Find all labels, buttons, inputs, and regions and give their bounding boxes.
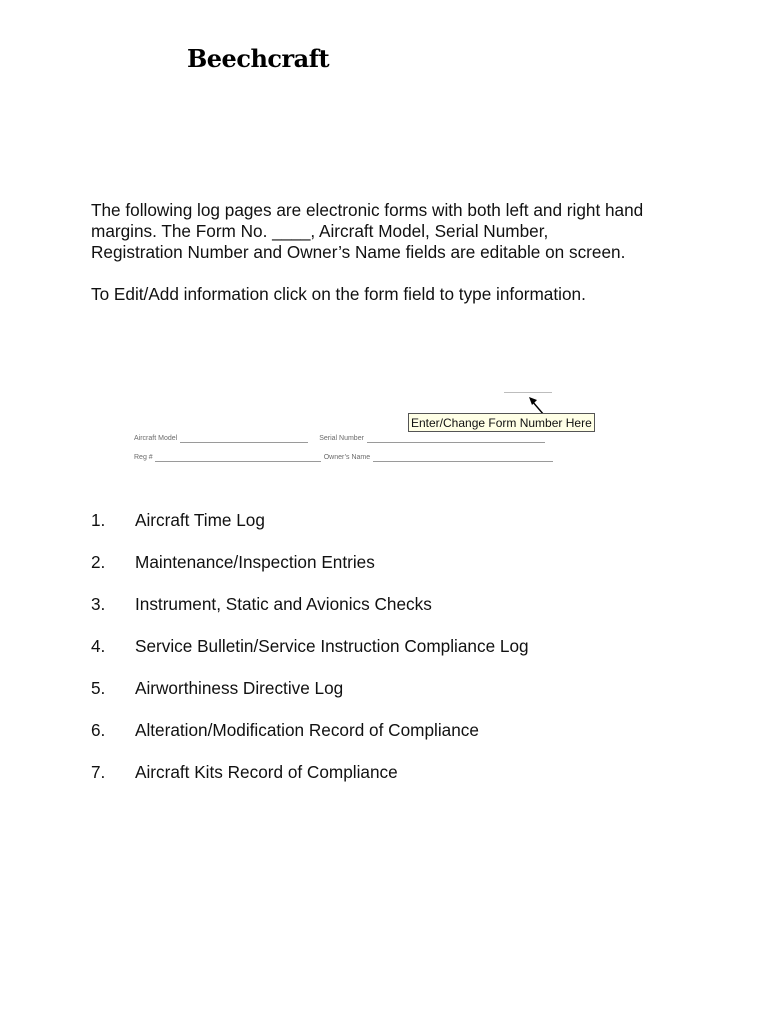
beechcraft-logo: Beechcraft	[187, 44, 330, 73]
form-row-model-serial	[134, 434, 545, 443]
list-item-number: 7.	[91, 762, 106, 782]
form-field-sample	[134, 390, 604, 470]
list-item-number: 2.	[91, 552, 106, 572]
list-item-label: Airworthiness Directive Log	[135, 678, 344, 698]
list-item-number: 5.	[91, 678, 106, 698]
list-item-number: 3.	[91, 594, 106, 614]
list-item	[91, 762, 529, 804]
form-number-field-line	[504, 392, 552, 393]
intro-line: margins. The Form No. ____, Aircraft Model, Serial Number,	[91, 221, 549, 241]
list-item	[91, 720, 529, 762]
list-item-number: 6.	[91, 720, 106, 740]
owners-name-label: Owner’s Name	[323, 454, 371, 461]
owners-name-field[interactable]	[373, 454, 553, 462]
list-item-label: Maintenance/Inspection Entries	[135, 552, 375, 572]
list-item-label: Alteration/Modification Record of Compliance	[135, 720, 479, 740]
form-row-reg-owner	[134, 453, 553, 462]
serial-number-label: Serial Number	[319, 435, 364, 442]
list-item	[91, 594, 529, 636]
list-item-label: Instrument, Static and Avionics Checks	[135, 594, 432, 614]
log-pages-list	[91, 510, 529, 804]
list-item-label: Aircraft Time Log	[135, 510, 265, 530]
serial-number-field[interactable]	[367, 435, 545, 443]
intro-line: Registration Number and Owner’s Name fields are editable on screen.	[91, 242, 626, 262]
form-number-callout: Enter/Change Form Number Here	[408, 413, 595, 432]
reg-field[interactable]	[155, 454, 321, 462]
edit-instruction: To Edit/Add information click on the form field to type information.	[91, 284, 586, 304]
list-item	[91, 510, 529, 552]
list-item	[91, 636, 529, 678]
list-item-number: 1.	[91, 510, 106, 530]
list-item	[91, 678, 529, 720]
list-item-label: Aircraft Kits Record of Compliance	[135, 762, 398, 782]
intro-paragraph	[91, 200, 691, 263]
aircraft-model-field[interactable]	[180, 435, 308, 443]
list-item-number: 4.	[91, 636, 106, 656]
intro-line: The following log pages are electronic forms with both left and right hand	[91, 200, 644, 220]
aircraft-model-label: Aircraft Model	[134, 435, 178, 442]
list-item-label: Service Bulletin/Service Instruction Compliance Log	[135, 636, 529, 656]
reg-label: Reg #	[134, 454, 153, 461]
list-item	[91, 552, 529, 594]
